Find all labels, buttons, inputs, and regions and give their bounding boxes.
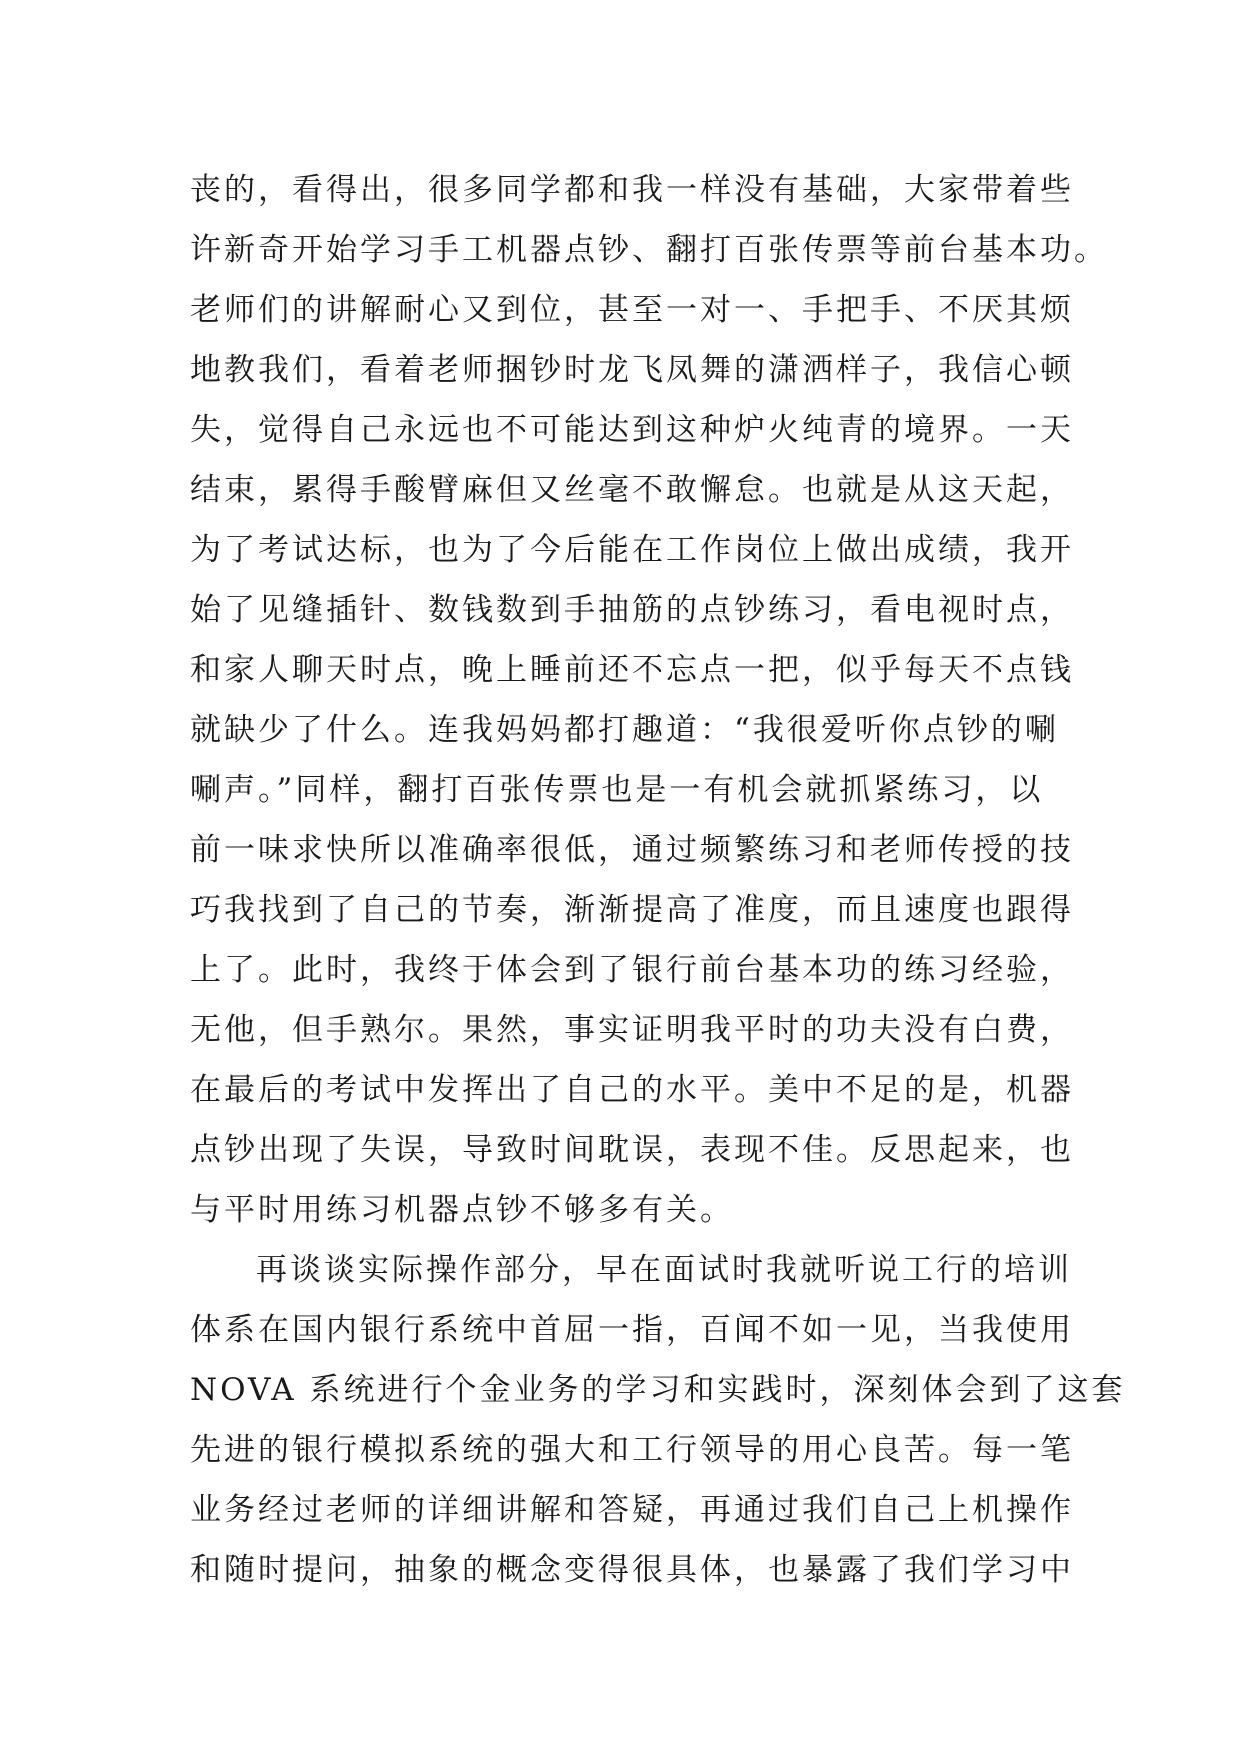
text-line: 无他，但手熟尔。果然，事实证明我平时的功夫没有白费， — [190, 1012, 1074, 1048]
text-line: 地教我们，看着老师捆钞时龙飞凤舞的潇洒样子，我信心顿 — [190, 352, 1074, 388]
text-line: 点钞出现了失误，导致时间耽误，表现不佳。反思起来，也 — [190, 1132, 1074, 1168]
text-line: 再谈谈实际操作部分，早在面试时我就听说工行的培训 — [256, 1252, 1072, 1288]
text-line: NOVA 系统进行个金业务的学习和实践时，深刻体会到了这套 — [190, 1372, 1126, 1408]
text-line: 前一味求快所以准确率很低，通过频繁练习和老师传授的技 — [190, 832, 1074, 868]
text-line: 失，觉得自己永远也不可能达到这种炉火纯青的境界。一天 — [190, 412, 1074, 448]
text-line: 在最后的考试中发挥出了自己的水平。美中不足的是，机器 — [190, 1072, 1074, 1108]
text-line: 唰声。”同样，翻打百张传票也是一有机会就抓紧练习，以 — [190, 772, 1044, 808]
text-line: 体系在国内银行系统中首屈一指，百闻不如一见，当我使用 — [190, 1312, 1074, 1348]
text-line: 就缺少了什么。连我妈妈都打趣道：“我很爱听你点钞的唰 — [190, 712, 1059, 748]
text-line: 为了考试达标，也为了今后能在工作岗位上做出成绩，我开 — [190, 532, 1074, 568]
text-line: 与平时用练习机器点钞不够多有关。 — [190, 1192, 734, 1228]
text-line: 和家人聊天时点，晚上睡前还不忘点一把，似乎每天不点钱 — [190, 652, 1074, 688]
text-line: 老师们的讲解耐心又到位，甚至一对一、手把手、不厌其烦 — [190, 292, 1074, 328]
text-line: 许新奇开始学习手工机器点钞、翻打百张传票等前台基本功。 — [190, 232, 1108, 268]
body-text — [190, 160, 1126, 1600]
text-line: 结束，累得手酸臂麻但又丝毫不敢懈怠。也就是从这天起， — [190, 472, 1074, 508]
text-line: 和随时提问，抽象的概念变得很具体，也暴露了我们学习中 — [190, 1552, 1074, 1588]
text-line: 上了。此时，我终于体会到了银行前台基本功的练习经验， — [190, 952, 1074, 988]
text-line: 丧的，看得出，很多同学都和我一样没有基础，大家带着些 — [190, 172, 1074, 208]
text-line: 业务经过老师的详细讲解和答疑，再通过我们自己上机操作 — [190, 1492, 1074, 1528]
text-line: 先进的银行模拟系统的强大和工行领导的用心良苦。每一笔 — [190, 1432, 1074, 1468]
text-line: 巧我找到了自己的节奏，渐渐提高了准度，而且速度也跟得 — [190, 892, 1074, 928]
text-line: 始了见缝插针、数钱数到手抽筋的点钞练习，看电视时点， — [190, 592, 1074, 628]
